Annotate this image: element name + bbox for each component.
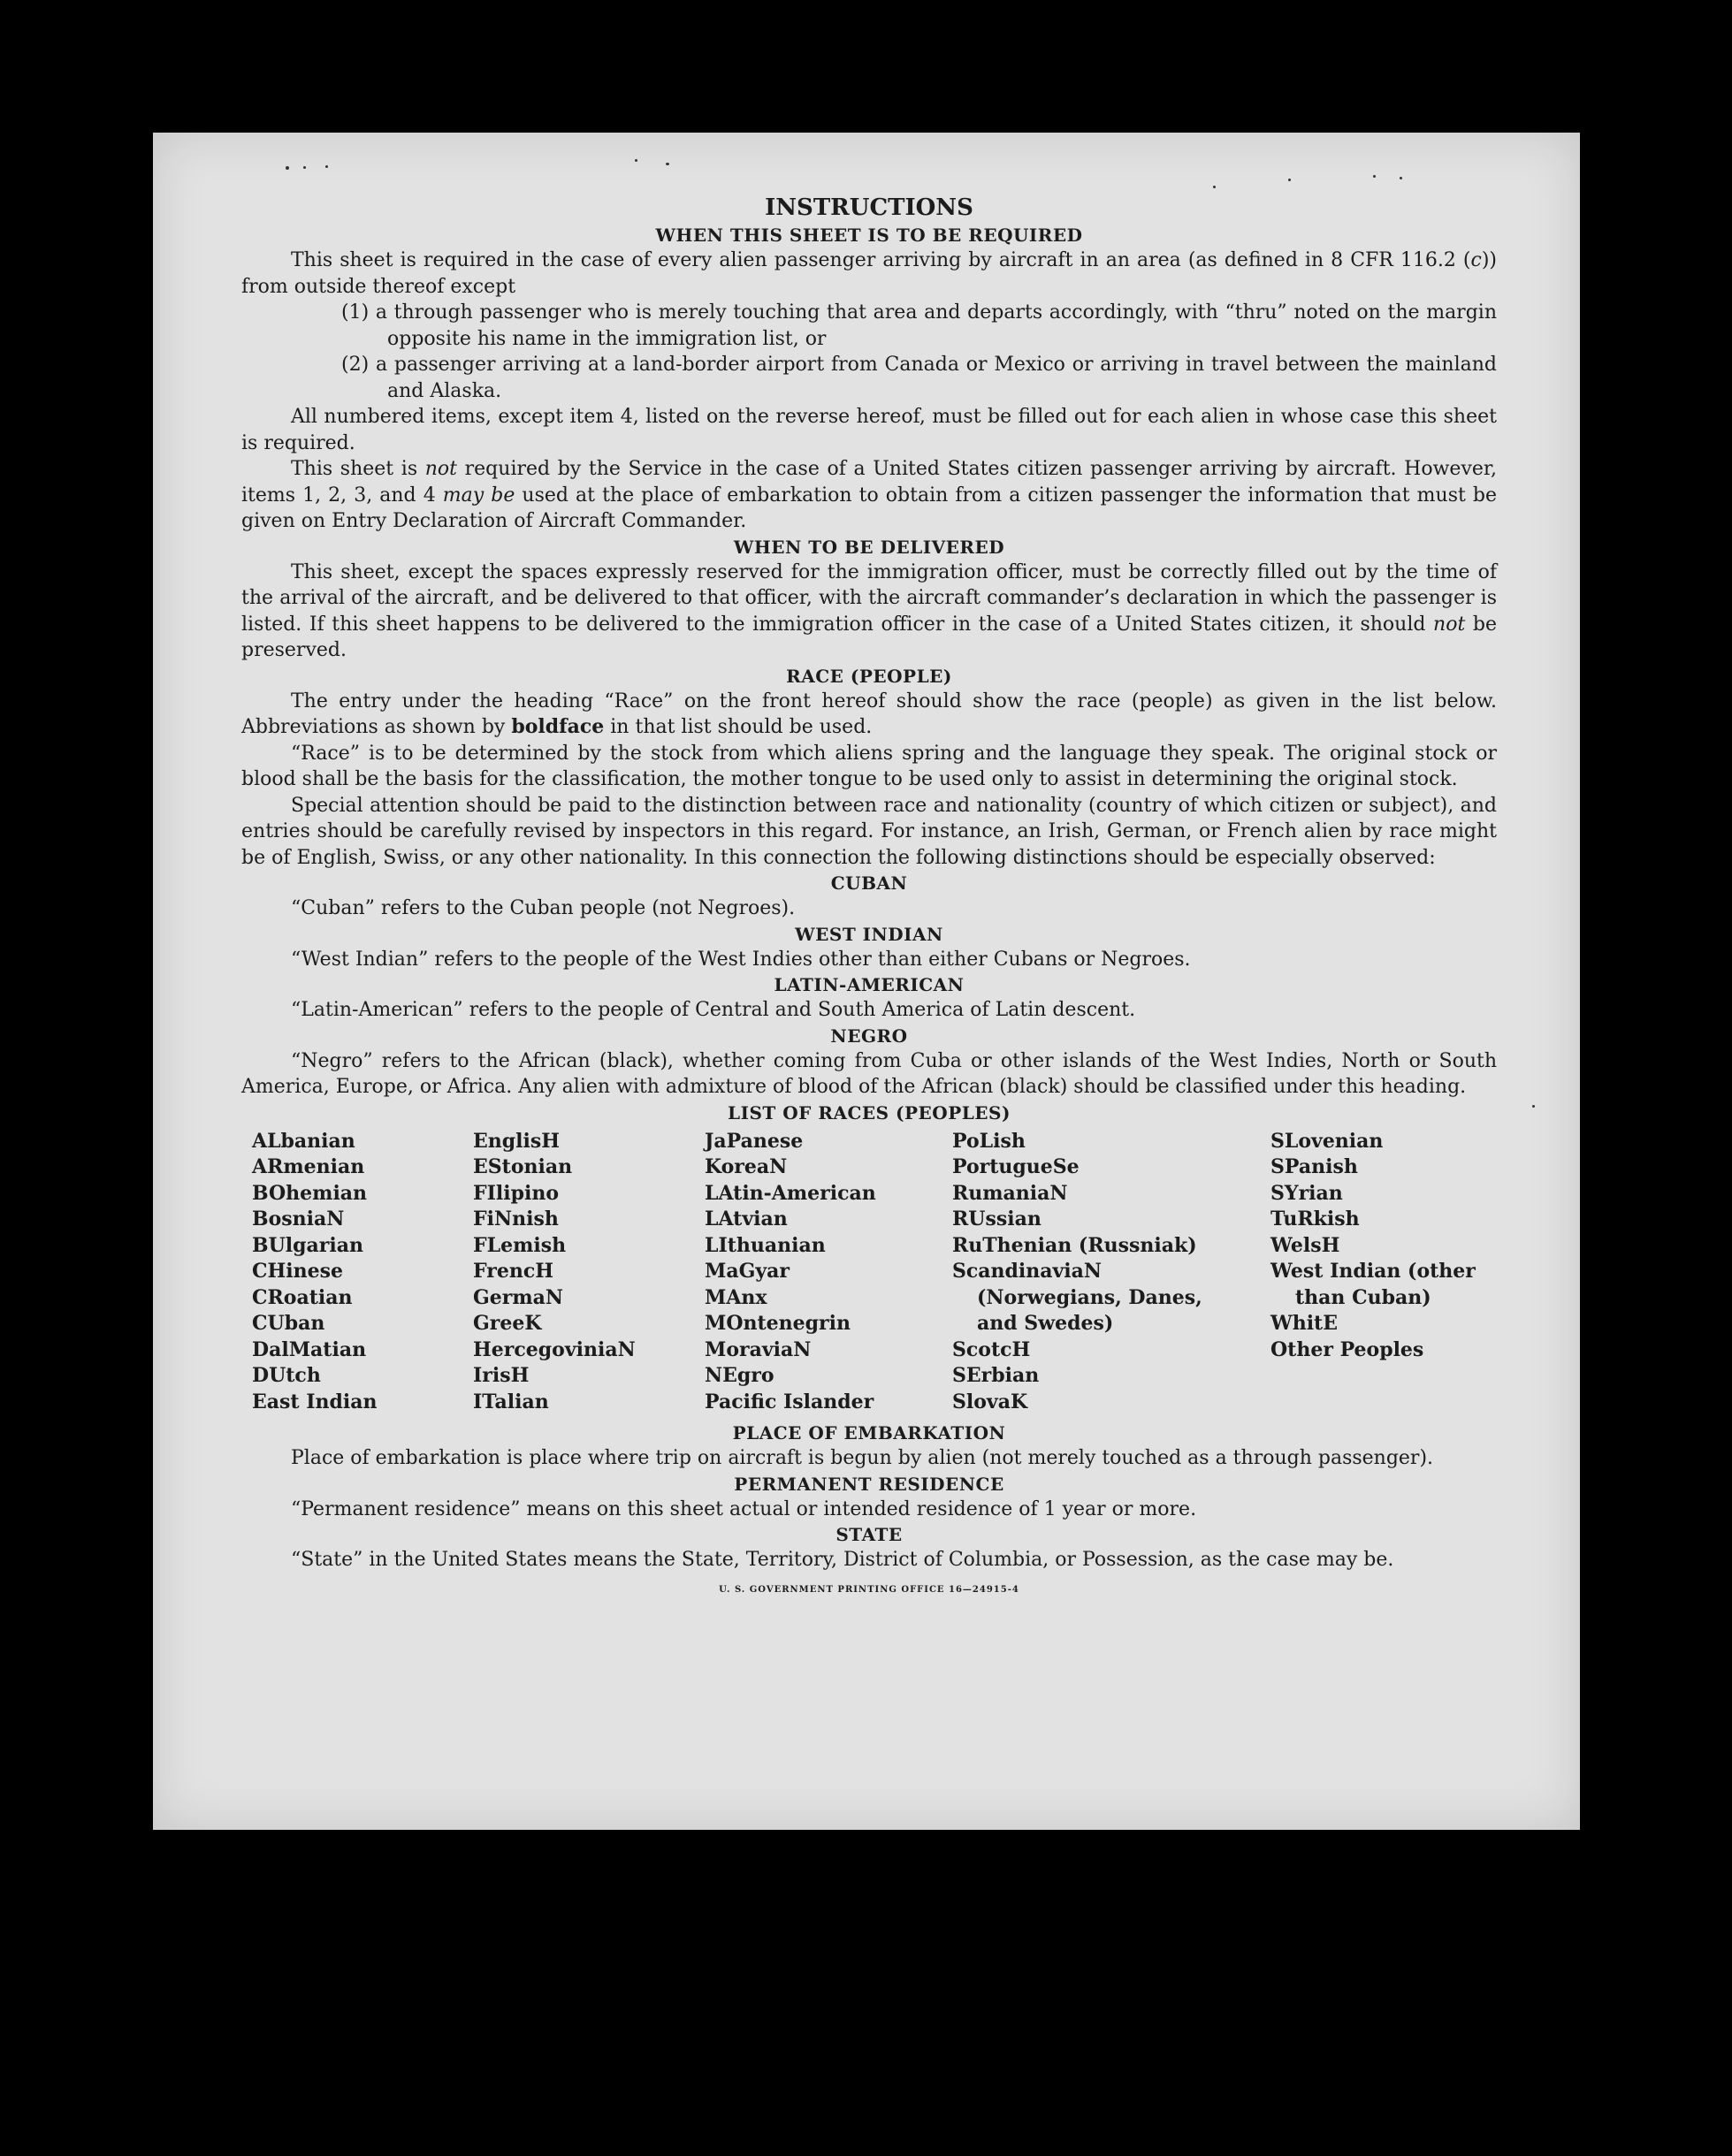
citizen-paragraph [241, 456, 1497, 535]
race-entry: Other Peoples [1270, 1337, 1424, 1361]
heading-permanent-residence: PERMANENT RESIDENCE [734, 1473, 1004, 1495]
races-column-1 [252, 1129, 473, 1416]
race-entry: WhitE [1270, 1312, 1338, 1335]
race-entry: SlovaK [952, 1390, 1028, 1413]
numbered-items-paragraph: All numbered items, except item 4, listed on the reverse hereof, must be filled out for each alien in whose case this sheet is required. [241, 406, 1497, 454]
speck [1400, 177, 1402, 179]
latin-american-paragraph: “Latin-American” refers to the people of Central and South America of Latin descent. [291, 999, 1136, 1021]
race-entry: SPanish [1270, 1155, 1358, 1178]
residence-paragraph: “Permanent residence” means on this sheet actual or intended residence of 1 year or more. [291, 1497, 1197, 1520]
race-entry: SYrian [1270, 1181, 1343, 1205]
race-entry: CRoatian [252, 1285, 353, 1309]
speck [1288, 179, 1291, 181]
race-entry: DUtch [252, 1364, 321, 1387]
race-entry: FiNnish [473, 1208, 559, 1230]
race-entry: ScotcH [952, 1337, 1031, 1361]
race-paragraph-3: Special attention should be paid to the distinction between race and nationality (country of which citizen or subject), and entries should be carefully revised by inspectors in this regard. For instance, an Irish, German, or French alien by race might be of English, Swiss, or any other nationality. In this connection the following distinctions should be especially observed: [241, 794, 1497, 869]
heading-negro: NEGRO [830, 1025, 908, 1047]
race-entry: MAnx [705, 1285, 767, 1309]
text-run-italic: c [1470, 249, 1482, 271]
race-entry: RuThenian (Russniak) [952, 1233, 1197, 1257]
races-column-2 [473, 1129, 705, 1416]
text-run: )) from outside thereof except [241, 249, 1497, 298]
heading-west-indian: WEST INDIAN [795, 923, 943, 945]
speck [303, 166, 306, 169]
race-entry: SLovenian [1270, 1129, 1384, 1153]
race-entry: FrencH [473, 1260, 553, 1283]
heading-required: WHEN THIS SHEET IS TO BE REQUIRED [655, 225, 1083, 246]
race-entry: ITalian [473, 1390, 549, 1413]
race-entry: IrisH [473, 1364, 530, 1387]
races-list [252, 1129, 1497, 1416]
race-entry: CHinese [252, 1260, 344, 1283]
race-entry: ScandinaviaN (Norwegians, Danes, and Swedes) [952, 1260, 1202, 1335]
race-entry: FLemish [473, 1233, 567, 1257]
text-run: required by the Service in the case of a United States citizen passenger arriving by aircraft. However, items 1, 2, 3, and 4 [241, 458, 1497, 507]
race-paragraph-1 [241, 689, 1497, 741]
race-entry: MoraviaN [705, 1337, 812, 1361]
heading-state: STATE [835, 1524, 903, 1545]
required-intro [241, 248, 1497, 300]
heading-cuban: CUBAN [830, 872, 908, 894]
race-entry: East Indian [252, 1390, 378, 1413]
race-entry: HercegoviniaN [473, 1337, 636, 1361]
race-entry: FIlipino [473, 1181, 560, 1205]
races-column-3 [705, 1129, 952, 1416]
text-run: This sheet is [291, 458, 425, 480]
speck [286, 166, 289, 170]
race-entry: ARmenian [252, 1155, 365, 1178]
delivered-paragraph [241, 560, 1497, 664]
negro-paragraph: “Negro” refers to the African (black), whether coming from Cuba or other islands of the West Indies, North or South America, Europe, or Africa. Any alien with admixture of blood of the African (black) should be classified under this heading. [241, 1049, 1497, 1098]
text-run: used at the place of embarkation to obtain from a citizen passenger the information that must be given on Entry Declaration of Aircraft Commander. [241, 484, 1497, 532]
race-entry: TuRkish [1270, 1208, 1360, 1230]
speck [1532, 1105, 1535, 1108]
race-entry: BUlgarian [252, 1233, 363, 1257]
embarkation-paragraph: Place of embarkation is place where trip on aircraft is begun by alien (not merely touched as a through passenger). [291, 1447, 1434, 1469]
exception-item-2: (2) a passenger arriving at a land-border airport from Canada or Mexico or arriving in travel between the mainland and Alaska. [341, 354, 1497, 402]
west-indian-paragraph: “West Indian” refers to the people of the West Indies other than either Cubans or Negroes. [291, 948, 1191, 971]
text-run: This sheet is required in the case of every alien passenger arriving by aircraft in an area (as defined in 8 CFR 116.2 ( [291, 249, 1471, 271]
speck [635, 159, 637, 162]
text-run: The entry under the heading “Race” on the front hereof should show the race (people) as given in the list below. Abbreviations as shown by [241, 689, 1497, 738]
race-entry: BOhemian [252, 1181, 368, 1205]
text-run: in that list should be used. [604, 716, 873, 738]
race-entry: EStonian [473, 1155, 573, 1178]
exception-item-1: (1) a through passenger who is merely touching that area and departs accordingly, with “thru” noted on the margin opposite his name in the immigration list, or [341, 301, 1497, 350]
races-column-5 [1270, 1129, 1507, 1416]
race-entry: DalMatian [252, 1337, 367, 1361]
page-title: INSTRUCTIONS [765, 194, 973, 221]
instructions-content [241, 193, 1497, 1596]
race-entry: LAtin-American [705, 1181, 876, 1205]
heading-latin-american: LATIN-AMERICAN [774, 974, 965, 995]
heading-embarkation: PLACE OF EMBARKATION [732, 1422, 1006, 1444]
races-column-4 [952, 1129, 1270, 1416]
race-entry: GermaN [473, 1285, 564, 1309]
cuban-paragraph: “Cuban” refers to the Cuban people (not Negroes). [291, 897, 796, 919]
race-paragraph-2: “Race” is to be determined by the stock from which aliens spring and the language they speak. The original stock or blood shall be the basis for the classification, the mother tongue to be used only to assist in determining the original stock. [241, 742, 1497, 790]
heading-list-of-races: LIST OF RACES (PEOPLES) [728, 1101, 1011, 1124]
race-entry: PortugueSe [952, 1155, 1080, 1178]
race-entry: WelsH [1270, 1233, 1340, 1257]
race-entry: GreeK [473, 1312, 542, 1335]
race-entry: BosniaN [252, 1208, 345, 1230]
race-entry: ALbanian [252, 1129, 355, 1153]
heading-delivered: WHEN TO BE DELIVERED [733, 536, 1005, 558]
race-entry: LIthuanian [705, 1233, 826, 1257]
race-entry: MOntenegrin [705, 1312, 851, 1335]
race-entry: KoreaN [705, 1155, 788, 1178]
race-entry: EnglisH [473, 1129, 561, 1153]
text-run: be preserved. [241, 613, 1497, 661]
speck [1373, 175, 1376, 178]
race-entry: JaPanese [705, 1129, 804, 1153]
race-entry: RumaniaN [952, 1181, 1068, 1205]
speck [666, 163, 669, 165]
race-entry: PoLish [952, 1129, 1026, 1153]
race-entry: MaGyar [705, 1260, 790, 1283]
speck [1213, 186, 1216, 188]
text-run: This sheet, except the spaces expressly reserved for the immigration officer, must be correctly filled out by the time of the arrival of the aircraft, and be delivered to that officer, with the aircraft commander’s declaration in which the passenger is listed. If this sheet happens to be delivered to the immigration officer in the case of a United States citizen, it should [241, 560, 1497, 636]
race-entry: LAtvian [705, 1208, 788, 1230]
heading-race: RACE (PEOPLE) [786, 665, 952, 687]
race-entry: SErbian [952, 1364, 1040, 1387]
text-run-italic: not [1433, 613, 1466, 636]
text-run-italic: not [424, 458, 458, 480]
text-run-bold: boldface [511, 715, 605, 738]
race-entry: Pacific Islander [705, 1390, 874, 1413]
race-entry: West Indian (other than Cuban) [1270, 1260, 1476, 1309]
race-entry: CUban [252, 1312, 325, 1335]
document-sheet [153, 133, 1580, 1830]
race-entry: NEgro [705, 1364, 774, 1387]
speck [325, 165, 328, 168]
state-paragraph: “State” in the United States means the State, Territory, District of Columbia, or Possession, as the case may be. [291, 1549, 1394, 1571]
text-run-italic: may be [442, 484, 515, 507]
printing-office-imprint: U. S. GOVERNMENT PRINTING OFFICE 16—24915-4 [719, 1584, 1019, 1595]
race-entry: RUssian [952, 1208, 1041, 1230]
